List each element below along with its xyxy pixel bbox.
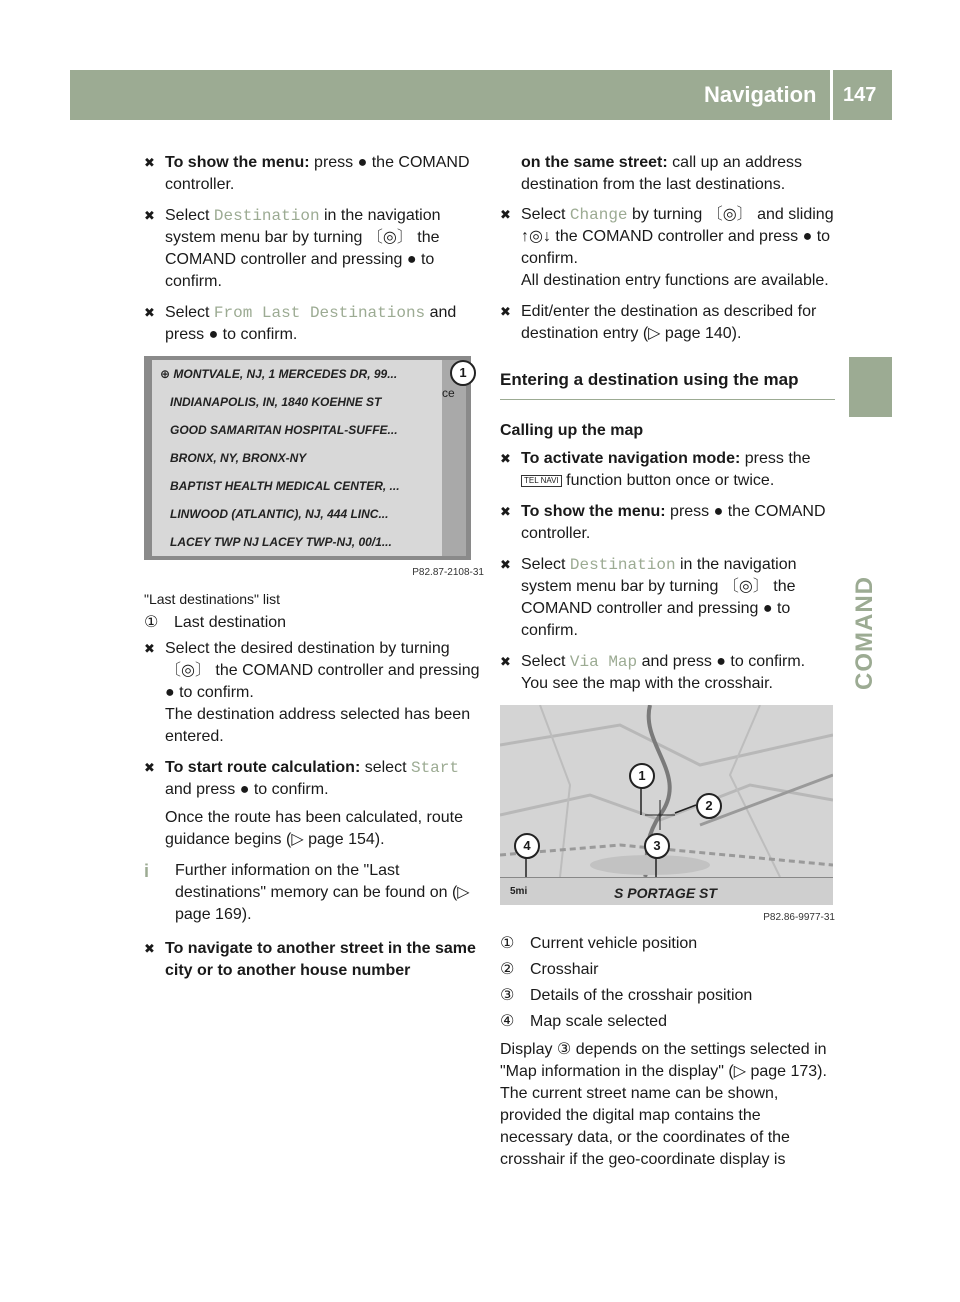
menu-item-code: Destination	[569, 556, 676, 574]
list-item: LINWOOD (ATLANTIC), NJ, 444 LINC...	[170, 507, 389, 521]
instruction-step: ✖ Select Destination in the navigation system menu bar by turning 〔◎〕 the COMAND controller and pressing ● to confirm.	[144, 207, 441, 290]
callout-marker: 4	[514, 833, 540, 859]
last-destinations-screen	[144, 356, 471, 560]
section-title: Entering a destination using the map	[500, 369, 835, 400]
instruction-step: ✖ To activate navigation mode: press the TEL NAVI function button once or twice.	[500, 450, 811, 489]
step-arrow-icon: ✖	[144, 941, 155, 956]
step-arrow-icon: ✖	[144, 305, 155, 320]
legend-item: ② Crosshair	[500, 961, 599, 978]
callout-marker: 3	[644, 833, 670, 859]
map-scale: 5mi	[510, 886, 528, 897]
figure-caption: "Last destinations" list	[144, 591, 281, 607]
page-title: Navigation	[704, 82, 817, 107]
step-note: Once the route has been calculated, route guidance begins (▷ page 154).	[165, 809, 463, 848]
step-arrow-icon: ✖	[500, 207, 511, 222]
screen-side-label: ce	[442, 386, 455, 400]
legend-item: ③ Details of the crosshair position	[500, 987, 753, 1004]
destination-list	[152, 360, 442, 556]
step-arrow-icon: ✖	[144, 155, 155, 170]
step-arrow-icon: ✖	[144, 641, 155, 656]
step-arrow-icon: ✖	[500, 451, 511, 466]
step-arrow-icon: ✖	[500, 654, 511, 669]
page-number: 147	[843, 84, 877, 106]
callout-marker: 1	[450, 360, 476, 386]
step-arrow-icon: ✖	[500, 504, 511, 519]
tel-navi-button-icon: TEL NAVI	[521, 475, 562, 487]
instruction-step: ✖ Select Change by turning 〔◎〕 and sliding ↑◎↓ the COMAND controller and press ● to confirm. All destination entry functions are available.	[500, 206, 834, 289]
instruction-step: ✖ To start route calculation: select Start and press ● to confirm. Once the route has been calculated, route guidance begins (▷ page 154).	[144, 757, 484, 851]
callout-marker: 1	[629, 763, 655, 789]
instruction-step: ✖ Select Destination in the navigation system menu bar by turning 〔◎〕 the COMAND controller and pressing ● to confirm.	[500, 556, 797, 639]
side-tab-marker	[849, 357, 892, 417]
header-divider	[830, 70, 833, 120]
info-icon: i	[144, 861, 150, 881]
right-column	[500, 152, 835, 1179]
figure-credit: P82.86-9977-31	[763, 912, 835, 923]
subsection-title: Calling up the map	[500, 422, 644, 439]
instruction-step: ✖ To navigate to another street in the same city or to another house number	[144, 940, 476, 979]
list-item: LACEY TWP NJ LACEY TWP-NJ, 00/1...	[170, 535, 392, 549]
legend-item: ① Last destination	[144, 614, 287, 631]
callout-marker: 2	[696, 793, 722, 819]
step-arrow-icon: ✖	[144, 760, 155, 775]
instruction-step: ✖ Select Via Map and press ● to confirm. You see the map with the crosshair.	[500, 653, 806, 692]
figure-credit: P82.87-2108-31	[412, 567, 484, 578]
menu-item-code: Change	[569, 206, 628, 224]
map-graphic	[500, 705, 833, 905]
info-note: i Further information on the "Last destinations" memory can be found on (▷ page 169).	[144, 861, 470, 923]
side-tab-label: COMAND	[851, 576, 878, 690]
menu-item-code: Destination	[213, 207, 320, 225]
map-figure	[500, 705, 835, 929]
step-arrow-icon: ✖	[500, 557, 511, 572]
menu-item-code: Start	[410, 759, 459, 777]
menu-item-code: From Last Destinations	[213, 304, 426, 322]
body-paragraph: Display ③ depends on the settings selected in "Map information in the display" (▷ page 173). The current street name can be shown, provided the digital map contains the necessary data, or the coordinates of the crosshair if the geo-coordinate display is	[500, 1041, 827, 1168]
map-screen	[500, 705, 833, 905]
list-item: GOOD SAMARITAN HOSPITAL-SUFFE...	[170, 423, 398, 437]
list-item: BAPTIST HEALTH MEDICAL CENTER, ...	[170, 479, 400, 493]
legend-item: ④ Map scale selected	[500, 1013, 667, 1030]
last-destinations-figure	[144, 356, 484, 584]
menu-item-code: Via Map	[569, 653, 638, 671]
instruction-step: ✖ Edit/enter the destination as described for destination entry (▷ page 140).	[500, 303, 817, 342]
list-item: ⊕ MONTVALE, NJ, 1 MERCEDES DR, 99...	[160, 367, 398, 381]
step-arrow-icon: ✖	[500, 304, 511, 319]
instruction-step: ✖ Select From Last Destinations and press ● to confirm.	[144, 304, 457, 343]
left-column	[144, 152, 484, 991]
street-name: S PORTAGE ST	[614, 885, 717, 901]
step-arrow-icon: ✖	[144, 208, 155, 223]
instruction-step: ✖ To show the menu: press ● the COMAND controller.	[144, 154, 470, 193]
instruction-step: ✖ Select the desired destination by turning 〔◎〕 the COMAND controller and pressing ● to confirm. The destination address selected has been entered.	[144, 640, 480, 745]
instruction-step: ✖ To show the menu: press ● the COMAND controller.	[500, 503, 826, 542]
legend-item: ① Current vehicle position	[500, 935, 698, 952]
instruction-continuation: on the same street: call up an address destination from the last destinations.	[521, 154, 803, 193]
list-item: BRONX, NY, BRONX-NY	[170, 451, 307, 465]
list-item: INDIANAPOLIS, IN, 1840 KOEHNE ST	[170, 395, 382, 409]
